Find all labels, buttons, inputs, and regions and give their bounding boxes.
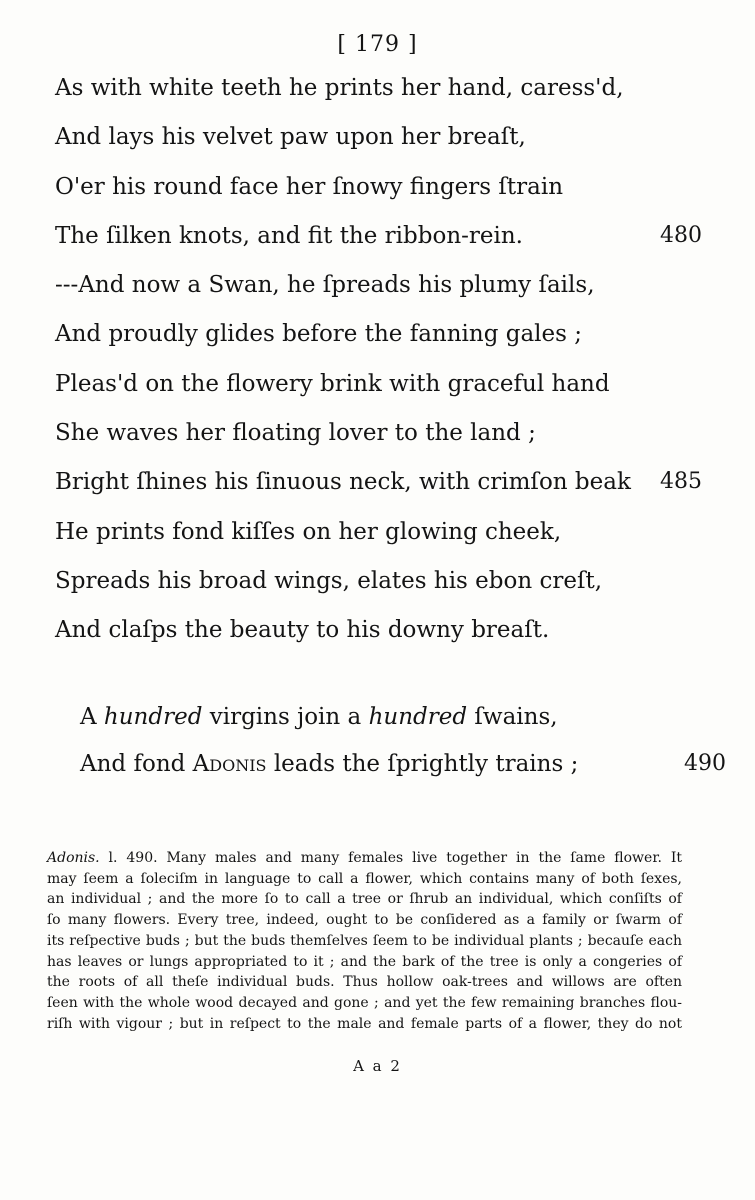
footnote-line bbox=[47, 910, 682, 931]
signature-mark: A a 2 bbox=[353, 1057, 402, 1075]
poem-line-text: The ſilken knots, and fit the ribbon-rein. bbox=[55, 222, 523, 249]
line-number: 490 bbox=[684, 751, 726, 776]
poem-line-text: And claſps the beauty to his downy breaſt. bbox=[55, 617, 550, 644]
poem-line bbox=[55, 216, 702, 265]
footnote-line-text: ſeen with the whole wood decayed and gone ; and yet the few remaining branches flou- bbox=[47, 994, 682, 1011]
poem-line bbox=[80, 697, 720, 744]
footnote-reference: Adonis. bbox=[47, 850, 100, 866]
footnote-line bbox=[47, 1014, 682, 1035]
poem-line bbox=[55, 117, 695, 166]
footnote-line-text: riſh with vigour ; but in reſpect to the male and female parts of a flower, they do not bbox=[47, 1015, 682, 1032]
poem-line-text: As with white teeth he prints her hand, caress'd, bbox=[55, 75, 624, 101]
poem-stanza-2 bbox=[80, 697, 726, 791]
poem-line bbox=[55, 413, 695, 462]
footnote-line bbox=[47, 993, 682, 1014]
poem-line bbox=[55, 512, 695, 561]
poem-line-text: Pleas'd on the flowery brink with graceful hand bbox=[55, 370, 610, 397]
italic-word: hundred bbox=[368, 704, 468, 730]
poem-line bbox=[55, 265, 695, 314]
poem-line bbox=[55, 68, 695, 117]
poem-line-text: ---And now a Swan, he ſpreads his plumy ſails, bbox=[55, 272, 595, 299]
poem-line bbox=[80, 744, 726, 791]
poem-line-text: He prints fond kiſſes on her glowing cheek, bbox=[55, 518, 562, 545]
line-number: 480 bbox=[660, 222, 702, 248]
page-number: [ 179 ] bbox=[337, 32, 418, 57]
text-span: virgins join a bbox=[202, 704, 369, 730]
footnote-line bbox=[47, 972, 682, 993]
footnote-line bbox=[47, 869, 682, 890]
text-span: A bbox=[80, 704, 104, 730]
poem-line-text: O'er his round face her ſnowy fingers ſtrain bbox=[55, 173, 564, 200]
poem-line bbox=[55, 561, 695, 610]
poem-line-text: She waves her floating lover to the land ; bbox=[55, 420, 536, 447]
line-number: 485 bbox=[660, 469, 702, 495]
footnote-line-text: an individual ; and the more ſo to call a tree or ſhrub an individual, which conſiſts of bbox=[47, 891, 682, 908]
footnote-line bbox=[47, 889, 682, 910]
poem-line-text: Spreads his broad wings, elates his ebon creſt, bbox=[55, 567, 603, 594]
poem-line bbox=[55, 167, 695, 216]
footnote-line bbox=[47, 952, 682, 973]
poem-line-text: And lays his velvet paw upon her breaſt, bbox=[55, 124, 526, 151]
footnote-line bbox=[47, 848, 682, 869]
poem-line bbox=[55, 610, 695, 659]
footnote-line-text: may ſeem a ſoleciſm in language to call a flower, which contains many of both ſexes, bbox=[47, 870, 682, 887]
footnote-line-text: l. 490. Many males and many females live together in the ſame flower. It bbox=[99, 850, 682, 866]
poem-line bbox=[55, 314, 695, 363]
footnote-line-text: has leaves or lungs appropriated to it ; and the bark of the tree is only a congeries of bbox=[47, 953, 682, 970]
footnote-line-text: its reſpective buds ; but the buds themſelves ſeem to be individual plants ; becauſe each bbox=[47, 932, 682, 949]
text-span: ſwains, bbox=[467, 704, 558, 730]
footnote-line bbox=[47, 931, 682, 952]
small-caps-name: Adonis bbox=[192, 751, 267, 777]
poem-stanza-1 bbox=[55, 68, 702, 660]
poem-line-text: And proudly glides before the fanning gales ; bbox=[55, 321, 583, 348]
footnote-line-text: ſo many flowers. Every tree, indeed, ought to be conſidered as a family or ſwarm of bbox=[47, 912, 682, 929]
poem-line bbox=[55, 462, 702, 511]
italic-word: hundred bbox=[103, 704, 203, 730]
text-span: leads the ſprightly trains ; bbox=[266, 751, 579, 777]
footnote-line-text: the roots of all theſe individual buds. Thus hollow oak-trees and willows are often bbox=[47, 974, 682, 991]
footnote bbox=[47, 848, 682, 1034]
poem-line bbox=[55, 364, 695, 413]
text-span: And fond bbox=[80, 751, 193, 777]
poem-line-text: Bright ſhines his ſinuous neck, with crimſon beak bbox=[55, 469, 631, 496]
